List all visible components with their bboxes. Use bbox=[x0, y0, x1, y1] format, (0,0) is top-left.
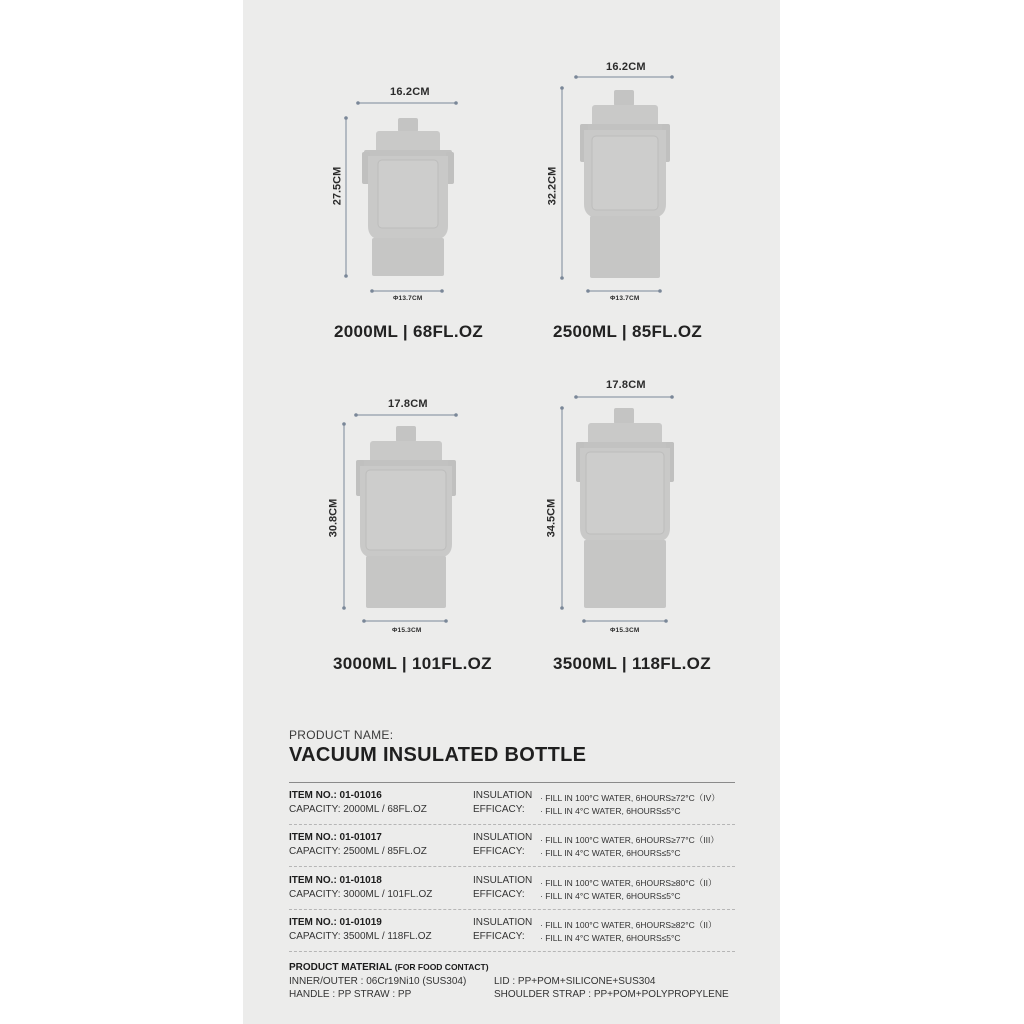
item-capacity: CAPACITY: 3000ML / 101FL.OZ bbox=[289, 889, 433, 900]
bottle-3500-illustration bbox=[548, 380, 698, 640]
insulation-label: INSULATION bbox=[473, 790, 533, 801]
bottle-2000-height-label: 27.5CM bbox=[331, 166, 344, 206]
insulation-value: · FILL IN 100°C WATER, 6HOURS≥82°C（II） bbox=[540, 920, 717, 930]
bottle-2500-illustration bbox=[548, 60, 698, 310]
bottle-3000-height-label: 30.8CM bbox=[327, 498, 340, 538]
bottle-2000-capacity: 2000ML | 68FL.OZ bbox=[334, 322, 484, 341]
spec-divider-1 bbox=[289, 824, 735, 825]
item-capacity: CAPACITY: 2000ML / 68FL.OZ bbox=[289, 804, 427, 815]
bottle-2500-height-label: 32.2CM bbox=[546, 166, 559, 206]
insulation-label: INSULATION bbox=[473, 917, 533, 928]
item-capacity: CAPACITY: 3500ML / 118FL.OZ bbox=[289, 931, 432, 942]
insulation-label: INSULATION bbox=[473, 832, 533, 843]
material-lid: LID : PP+POM+SILICONE+SUS304 bbox=[494, 976, 656, 987]
spec-divider-3 bbox=[289, 909, 735, 910]
spec-divider-2 bbox=[289, 866, 735, 867]
bottle-2000-illustration bbox=[330, 80, 480, 310]
bottle-3500-capacity: 3500ML | 118FL.OZ bbox=[553, 654, 711, 673]
efficacy-value: · FILL IN 4°C WATER, 6HOURS≤5°C bbox=[540, 848, 681, 858]
product-info-panel bbox=[243, 0, 780, 1024]
bottle-2500-capacity: 2500ML | 85FL.OZ bbox=[553, 322, 703, 341]
spec-top-divider bbox=[289, 782, 735, 783]
material-shoulder-strap: SHOULDER STRAP : PP+POM+POLYPROPYLENE bbox=[494, 989, 729, 1000]
item-number: ITEM NO.: 01-01017 bbox=[289, 832, 382, 843]
efficacy-value: · FILL IN 4°C WATER, 6HOURS≤5°C bbox=[540, 806, 681, 816]
item-capacity: CAPACITY: 2500ML / 85FL.OZ bbox=[289, 846, 427, 857]
material-title bbox=[289, 962, 489, 973]
efficacy-label: EFFICACY: bbox=[473, 804, 525, 815]
material-title-note: (FOR FOOD CONTACT) bbox=[394, 962, 489, 972]
insulation-value: · FILL IN 100°C WATER, 6HOURS≥77°C（III） bbox=[540, 835, 719, 845]
insulation-value: · FILL IN 100°C WATER, 6HOURS≥72°C（IV） bbox=[540, 793, 720, 803]
spec-divider-4 bbox=[289, 951, 735, 952]
bottle-3000-capacity: 3000ML | 101FL.OZ bbox=[333, 654, 492, 673]
bottle-2500-base-label: Φ13.7CM bbox=[610, 295, 640, 302]
efficacy-label: EFFICACY: bbox=[473, 846, 525, 857]
insulation-label: INSULATION bbox=[473, 875, 533, 886]
efficacy-value: · FILL IN 4°C WATER, 6HOURS≤5°C bbox=[540, 933, 681, 943]
efficacy-label: EFFICACY: bbox=[473, 931, 525, 942]
bottle-3000-illustration bbox=[330, 400, 480, 640]
insulation-value: · FILL IN 100°C WATER, 6HOURS≥80°C（II） bbox=[540, 878, 717, 888]
material-handle-straw: HANDLE : PP STRAW : PP bbox=[289, 989, 412, 1000]
bottle-2000-base-label: Φ13.7CM bbox=[393, 295, 423, 302]
bottle-3500-base-label: Φ15.3CM bbox=[610, 627, 640, 634]
efficacy-label: EFFICACY: bbox=[473, 889, 525, 900]
item-number: ITEM NO.: 01-01016 bbox=[289, 790, 382, 801]
product-name-label: PRODUCT NAME: bbox=[289, 728, 394, 742]
bottle-3500-width-label: 17.8CM bbox=[606, 379, 646, 391]
efficacy-value: · FILL IN 4°C WATER, 6HOURS≤5°C bbox=[540, 891, 681, 901]
material-inner-outer: INNER/OUTER : 06Cr19Ni10 (SUS304) bbox=[289, 976, 467, 987]
bottle-3500-height-label: 34.5CM bbox=[545, 498, 558, 538]
product-name: VACUUM INSULATED BOTTLE bbox=[289, 744, 587, 766]
material-title-text: PRODUCT MATERIAL bbox=[289, 962, 392, 973]
bottle-3000-base-label: Φ15.3CM bbox=[392, 627, 422, 634]
bottle-2500-width-label: 16.2CM bbox=[606, 61, 646, 73]
item-number: ITEM NO.: 01-01018 bbox=[289, 875, 382, 886]
item-number: ITEM NO.: 01-01019 bbox=[289, 917, 382, 928]
bottle-3000-width-label: 17.8CM bbox=[388, 398, 428, 410]
bottle-2000-width-label: 16.2CM bbox=[390, 86, 430, 98]
